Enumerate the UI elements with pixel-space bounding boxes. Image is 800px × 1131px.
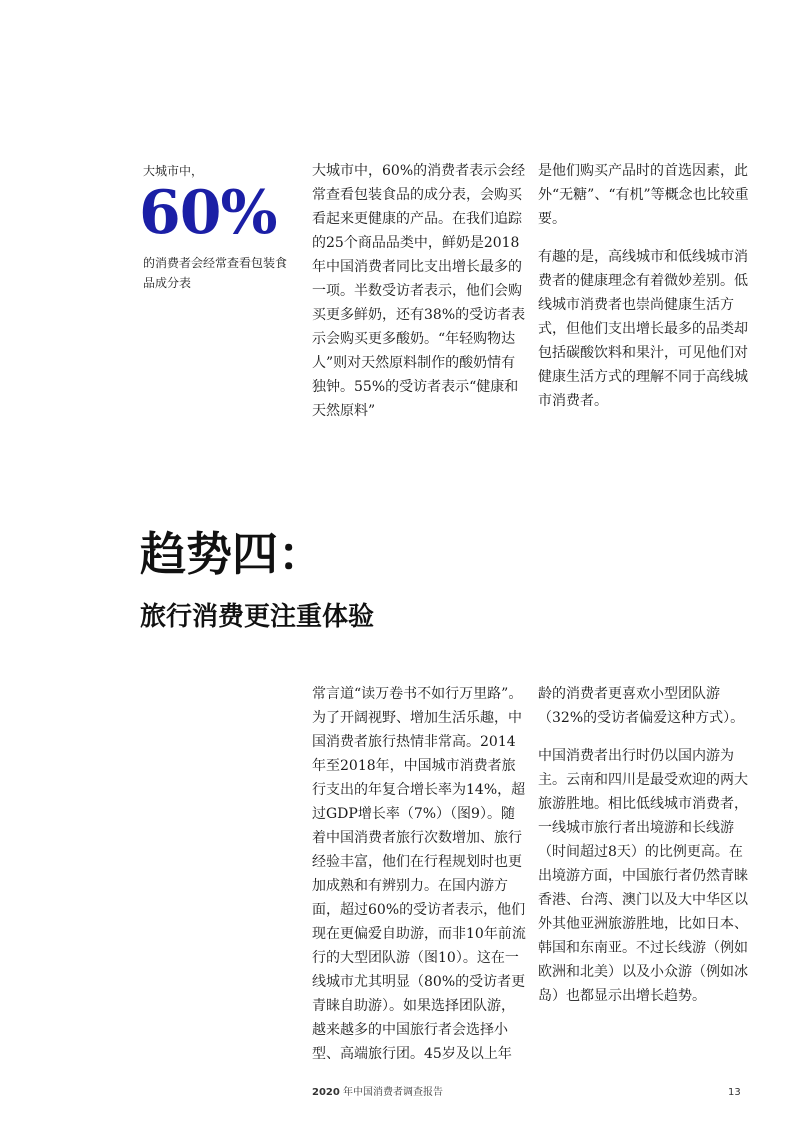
footer-title-text: 年中国消费者调查报告 xyxy=(343,1087,444,1098)
trend-subheading: 旅行消费更注重体验 xyxy=(140,602,375,632)
section1-column1 xyxy=(312,159,526,437)
paragraph: 大城市中，60%的消费者表示会经常查看包装食品的成分表，会购买看起来更健康的产品。在我们追踪的25个商品品类中，鲜奶是2018年中国消费者同比支出增长最多的一项。半数受访者表示，他们会购买更多鲜奶，还有38%的受访者表示会购买更多酸奶。“年轻购物达人”则对天然原料制作的酸奶情有独钟。55%的受访者表示“健康和天然原料” xyxy=(312,163,526,419)
footer-report-title xyxy=(312,1086,443,1100)
page-number: 13 xyxy=(728,1087,741,1098)
footer-year: 2020 xyxy=(312,1087,340,1098)
callout-description: 的消费者会经常查看包装食品成分表 xyxy=(143,256,288,290)
paragraph: 是他们购买产品时的首选因素，此外“无糖”、“有机”等概念也比较重要。 xyxy=(538,163,749,227)
paragraph: 有趣的是，高线城市和低线城市消费者的健康理念有着微妙差别。低线城市消费者也崇尚健康生活方式，但他们支出增长最多的品类却包括碳酸饮料和果汁，可见他们对健康生活方式的理解不同于高线城市消费者。 xyxy=(538,249,748,409)
callout-stat-number: 60% xyxy=(139,178,277,248)
paragraph: 常言道“读万卷书不如行万里路”。为了开阔视野、增加生活乐趣，中国消费者旅行热情非常高。2014年至2018年，中国城市消费者旅行支出的年复合增长率为14%，超过GDP增长率（7%）（图9）。随着中国消费者旅行次数增加、旅行经验丰富，他们在行程规划时也更加成熟和有辨别力。在国内游方面，超过60%的受访者表示，他们现在更偏爱自助游，而非10年前流行的大型团队游（图10）。这在一线城市尤其明显（80%的受访者更青睐自助游）。如果选择团队游，越来越多的中国旅行者会选择小型、高端旅行团。45岁及以上年 xyxy=(312,686,526,1062)
section2-column1 xyxy=(312,682,526,1080)
callout-intro: 大城市中， xyxy=(143,164,204,178)
section1-column2 xyxy=(538,159,750,427)
section2-column2 xyxy=(538,682,750,1022)
paragraph: 龄的消费者更喜欢小型团队游（32%的受访者偏爱这种方式）。 xyxy=(538,686,745,726)
trend-heading: 趋势四： xyxy=(140,527,324,581)
paragraph: 中国消费者出行时仍以国内游为主。云南和四川是最受欢迎的两大旅游胜地。相比低线城市消费者，一线城市旅行者出境游和长线游（时间超过8天）的比例更高。在出境游方面，中国旅行者仍然青睐香港、台湾、澳门以及大中华区以外其他亚洲旅游胜地，比如日本、韩国和东南亚。不过长线游（例如欧洲和北美）以及小众游（例如冰岛）也都显示出增长趋势。 xyxy=(538,748,748,1004)
